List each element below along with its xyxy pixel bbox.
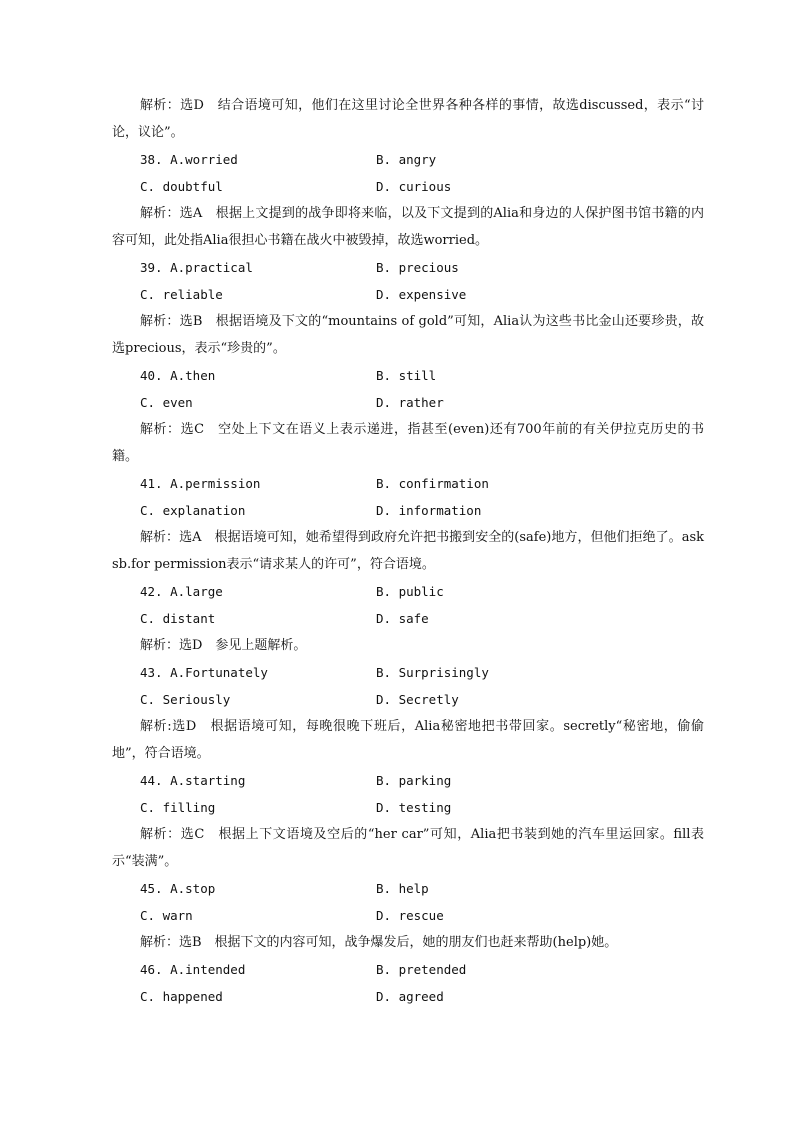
explanation-paragraph: 解析：选B 根据语境及下文的“mountains of gold”可知，Alia认为这些书比金山还要珍贵，故选precious，表示“珍贵的”。 — [112, 314, 704, 356]
option-right: D. testing — [376, 800, 452, 815]
option-right: D. rescue — [376, 908, 444, 923]
option-right: D. curious — [376, 179, 452, 194]
option-right: B. precious — [376, 260, 459, 275]
explanation-paragraph: 解析：选A 根据上文提到的战争即将来临，以及下文提到的Alia和身边的人保护图书馆书籍的内容可知，此处指Alia很担心书籍在战火中被毁掉，故选worried。 — [112, 206, 704, 248]
option-left: C. explanation — [140, 503, 246, 518]
option-row — [112, 281, 704, 308]
option-row — [112, 686, 704, 713]
option-left: 39. A.practical — [140, 260, 253, 275]
option-row — [112, 254, 704, 281]
option-left: C. reliable — [140, 287, 223, 302]
option-row — [112, 470, 704, 497]
option-row — [112, 497, 704, 524]
option-right: B. help — [376, 881, 429, 896]
option-row — [112, 578, 704, 605]
option-right: D. rather — [376, 395, 444, 410]
option-right: D. expensive — [376, 287, 467, 302]
option-left: C. Seriously — [140, 692, 231, 707]
option-row — [112, 767, 704, 794]
option-left: C. doubtful — [140, 179, 223, 194]
option-left: 43. A.Fortunately — [140, 665, 268, 680]
option-row — [112, 956, 704, 983]
explanation-paragraph: 解析：选D 参见上题解析。 — [140, 638, 307, 653]
option-right: B. parking — [376, 773, 452, 788]
option-left: 40. A.then — [140, 368, 216, 383]
option-left: 46. A.intended — [140, 962, 246, 977]
explanation-paragraph: 解析：选C 根据上下文语境及空后的“her car”可知，Alia把书装到她的汽车里运回家。fill表示“装满”。 — [112, 827, 704, 869]
option-row — [112, 605, 704, 632]
option-right: D. information — [376, 503, 482, 518]
option-right: B. pretended — [376, 962, 467, 977]
option-right: B. confirmation — [376, 476, 489, 491]
option-row — [112, 389, 704, 416]
option-row — [112, 659, 704, 686]
option-left: C. warn — [140, 908, 193, 923]
explanation-paragraph: 解析：选C 空处上下文在语义上表示递进，指甚至(even)还有700年前的有关伊拉克历史的书籍。 — [112, 422, 704, 464]
option-left: C. filling — [140, 800, 216, 815]
option-row — [112, 902, 704, 929]
document-page — [112, 92, 704, 1010]
option-right: B. public — [376, 584, 444, 599]
option-right: B. still — [376, 368, 437, 383]
explanation-paragraph: 解析:选D 根据语境可知，每晚很晚下班后，Alia秘密地把书带回家。secretly“秘密地，偷偷地”，符合语境。 — [112, 719, 704, 761]
option-left: 45. A.stop — [140, 881, 216, 896]
option-right: D. agreed — [376, 989, 444, 1004]
option-left: C. even — [140, 395, 193, 410]
option-row — [112, 362, 704, 389]
option-left: 41. A.permission — [140, 476, 261, 491]
option-left: 42. A.large — [140, 584, 223, 599]
option-left: C. happened — [140, 989, 223, 1004]
explanation-paragraph: 解析：选B 根据下文的内容可知，战争爆发后，她的朋友们也赶来帮助(help)她。 — [140, 935, 618, 950]
option-left: 44. A.starting — [140, 773, 246, 788]
option-right: B. Surprisingly — [376, 665, 489, 680]
option-right: B. angry — [376, 152, 437, 167]
option-row — [112, 173, 704, 200]
option-left: 38. A.worried — [140, 152, 238, 167]
option-left: C. distant — [140, 611, 216, 626]
option-row — [112, 794, 704, 821]
option-right: D. Secretly — [376, 692, 459, 707]
option-row — [112, 983, 704, 1010]
explanation-paragraph: 解析：选D 结合语境可知，他们在这里讨论全世界各种各样的事情，故选discussed，表示“讨论，议论”。 — [112, 98, 704, 140]
option-row — [112, 875, 704, 902]
option-right: D. safe — [376, 611, 429, 626]
option-row — [112, 146, 704, 173]
explanation-paragraph: 解析：选A 根据语境可知，她希望得到政府允许把书搬到安全的(safe)地方，但他们拒绝了。ask sb.for permission表示“请求某人的许可”，符合语境。 — [112, 530, 704, 572]
